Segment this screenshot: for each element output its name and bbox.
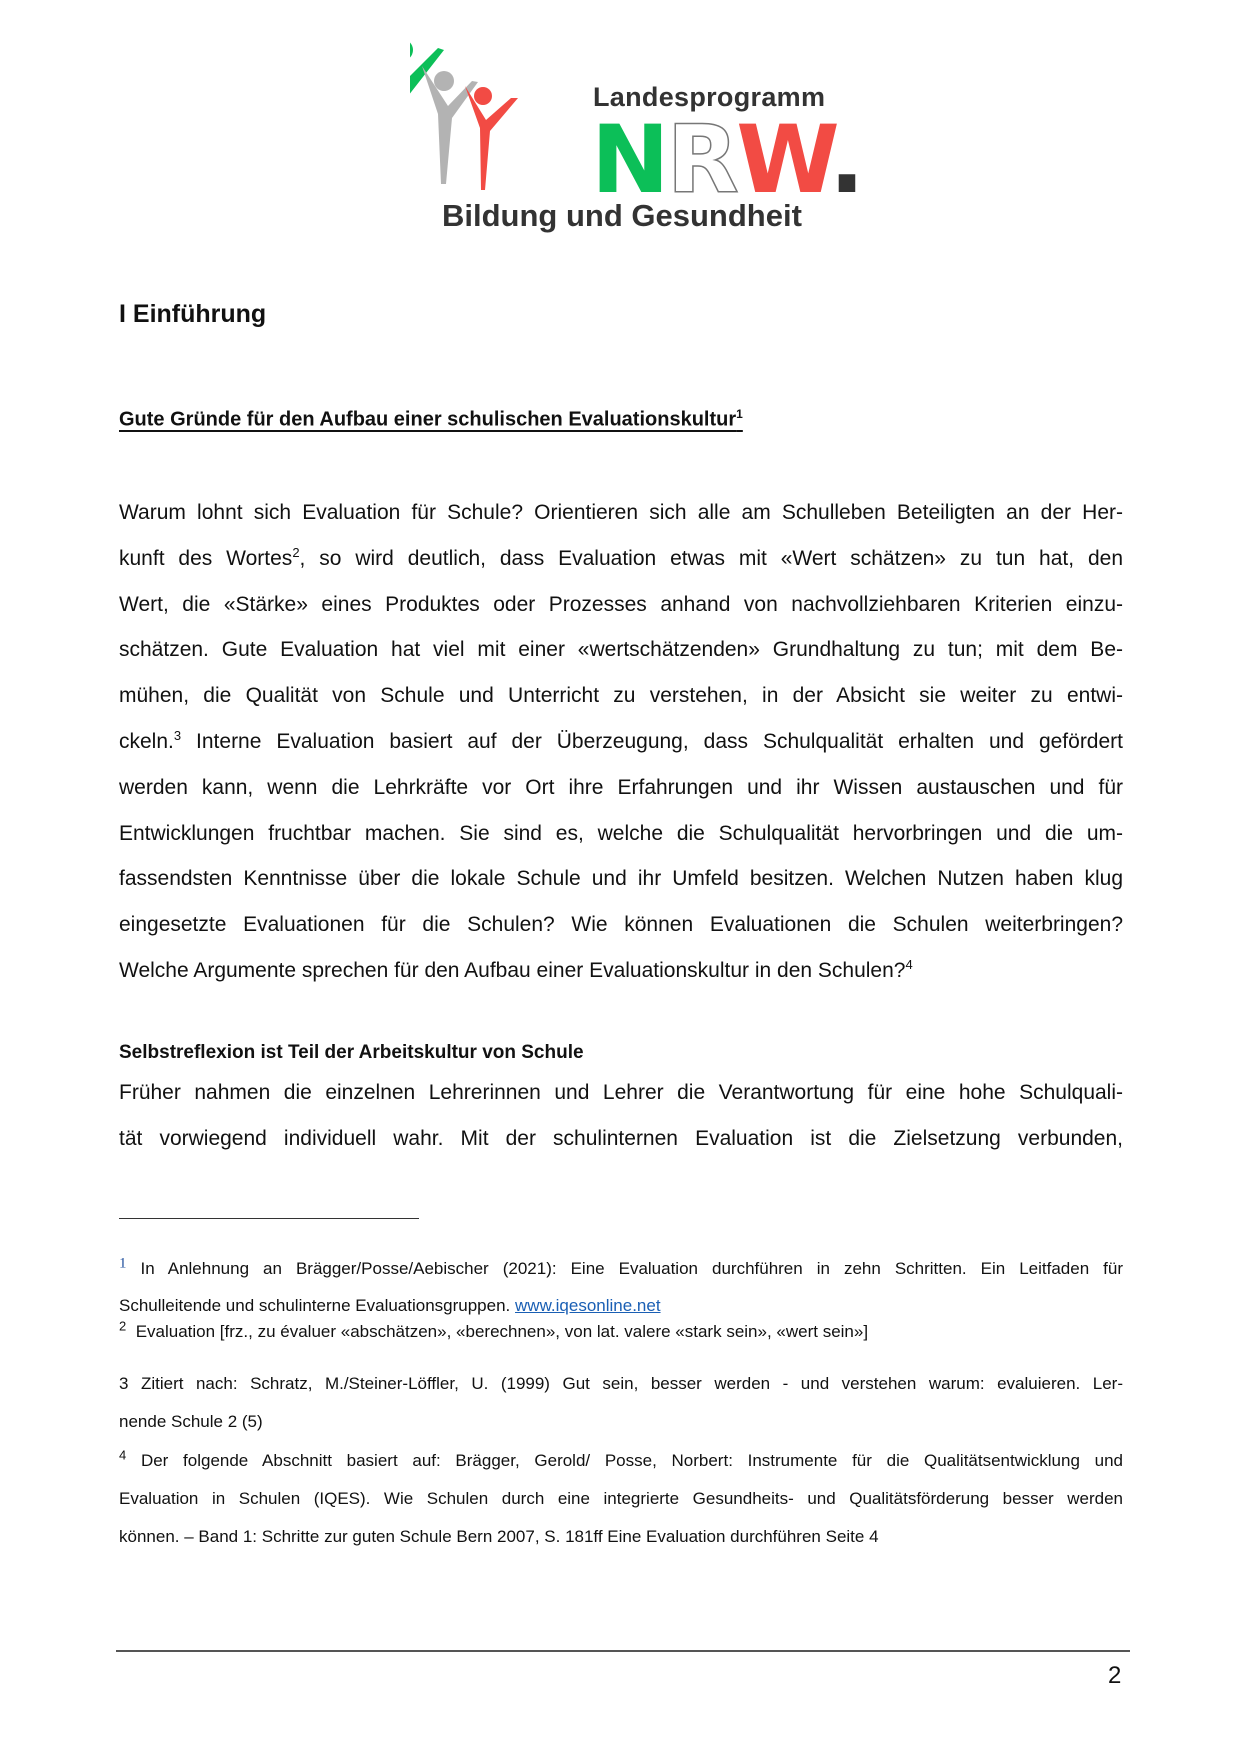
footnote-marker: 4	[119, 1447, 127, 1463]
paragraph-line	[119, 719, 1123, 765]
footnote-text: In Anlehnung an Brägger/Posse/Aebischer (2021): Eine Evaluation durchführen in zehn Schritten. Ein Leitfaden für	[140, 1259, 1123, 1278]
section-title-text: Gute Gründe für den Aufbau einer schulischen Evaluationskultur	[119, 408, 737, 431]
logo-nrw-r: R	[666, 106, 737, 215]
footnote-ref-4[interactable]: 4	[905, 956, 913, 972]
footnote-text: 3 Zitiert nach: Schratz, M./Steiner-Löffler, U. (1999) Gut sein, besser werden - und verstehen warum: evaluieren. Ler-	[119, 1374, 1123, 1393]
footnote-text: nende Schule 2 (5)	[119, 1412, 263, 1431]
footnote-3	[119, 1365, 1123, 1441]
footnote-text: Evaluation in Schulen (IQES). Wie Schulen durch eine integrierte Gesundheits- und Qualitätsförderung besser werden	[119, 1489, 1123, 1508]
iqesonline-link[interactable]: www.iqesonline.net	[515, 1296, 661, 1315]
paragraph-text: werden kann, wenn die Lehrkräfte vor Ort ihre Erfahrungen und ihr Wissen austauschen und für	[119, 775, 1123, 799]
page-number: 2	[1108, 1662, 1122, 1689]
paragraph-line	[119, 948, 1123, 994]
paragraph-text: schätzen. Gute Evaluation hat viel mit einer «wertschätzenden» Grundhaltung zu tun; mit dem Be-	[119, 638, 1123, 662]
paragraph-text: ckeln.	[119, 729, 174, 753]
subsection-paragraph	[119, 1070, 1123, 1162]
footnote-marker: 2	[119, 1318, 127, 1334]
logo-landesprogramm: Landesprogramm	[593, 82, 826, 112]
paragraph-line	[119, 856, 1123, 902]
footnote-text: Schulleitende und schulinterne Evaluationsgruppen.	[119, 1296, 511, 1315]
paragraph-text: kunft des Wortes	[119, 546, 293, 570]
subsection-title: Selbstreflexion ist Teil der Arbeitskultur von Schule	[119, 1042, 584, 1063]
paragraph-line: Früher nahmen die einzelnen Lehrerinnen und Lehrer die Verantwortung für eine hohe Schulquali-	[119, 1081, 1123, 1104]
paragraph-line	[119, 902, 1123, 948]
paragraph-text: Interne Evaluation basiert auf der Überzeugung, dass Schulqualität erhalten und gefördert	[181, 729, 1123, 753]
program-logo	[410, 36, 862, 236]
paragraph-line	[119, 536, 1123, 582]
paragraph-text: eingesetzte Evaluationen für die Schulen? Wie können Evaluationen die Schulen weiterbringen?	[119, 913, 1123, 937]
paragraph-text: Warum lohnt sich Evaluation für Schule? Orientieren sich alle am Schulleben Beteiligten an der Her-	[119, 501, 1123, 524]
logo-nrw-w: W	[736, 106, 830, 215]
section-title	[119, 407, 743, 432]
footnote-separator	[119, 1218, 419, 1219]
paragraph-line	[119, 765, 1123, 811]
footnote-ref-2[interactable]: 2	[292, 544, 300, 560]
paragraph-text: Welche Argumente sprechen für den Aufbau einer Evaluationskultur in den Schulen?	[119, 958, 906, 982]
footer-rule	[116, 1650, 1130, 1652]
intro-paragraph	[119, 490, 1123, 994]
chapter-title: I Einführung	[119, 300, 267, 328]
footnote-text: können. – Band 1: Schritte zur guten Schule Bern 2007, S. 181ff Eine Evaluation durchführen Seite 4	[119, 1527, 879, 1546]
footnote-4	[119, 1442, 1123, 1556]
paragraph-text: , so wird deutlich, dass Evaluation etwas mit «Wert schätzen» zu tun hat, den	[299, 546, 1124, 570]
footnote-2	[119, 1313, 1123, 1351]
paragraph-line	[119, 627, 1123, 673]
logo-bildung-gesundheit: Bildung und Gesundheit	[442, 198, 802, 233]
footnote-ref-1[interactable]: 1	[736, 407, 743, 421]
paragraph-text: Entwicklungen fruchtbar machen. Sie sind es, welche die Schulqualität hervorbringen und die um-	[119, 821, 1123, 845]
footnote-ref-3[interactable]: 3	[173, 727, 182, 743]
paragraph-line	[119, 811, 1123, 857]
paragraph-text: fassendsten Kenntnisse über die lokale Schule und ihr Umfeld besitzen. Welchen Nutzen haben klug	[119, 867, 1123, 891]
paragraph-text: Wert, die «Stärke» eines Produktes oder Prozesses anhand von nachvollziehbaren Kriterien einzu-	[119, 592, 1123, 616]
logo-nrw	[591, 106, 862, 215]
footnote-text: Der folgende Abschnitt basiert auf: Brägger, Gerold/ Posse, Norbert: Instrumente für die Qualitätsentwicklung und	[140, 1451, 1123, 1470]
logo-nrw-dot: .	[829, 106, 862, 215]
footnote-text: Evaluation [frz., zu évaluer «abschätzen», «berechnen», von lat. valere «stark sein», «wert sein»]	[135, 1322, 869, 1341]
paragraph-line: tät vorwiegend individuell wahr. Mit der schulinternen Evaluation ist die Zielsetzung verbunden,	[119, 1126, 1123, 1150]
footnote-marker: 1	[119, 1255, 127, 1272]
paragraph-line	[119, 673, 1123, 719]
paragraph-line	[119, 582, 1123, 628]
logo-nrw-n: N	[591, 106, 667, 215]
paragraph-text: mühen, die Qualität von Schule und Unterricht zu verstehen, in der Absicht sie weiter zu entwi-	[119, 684, 1123, 708]
paragraph-line	[119, 490, 1123, 536]
